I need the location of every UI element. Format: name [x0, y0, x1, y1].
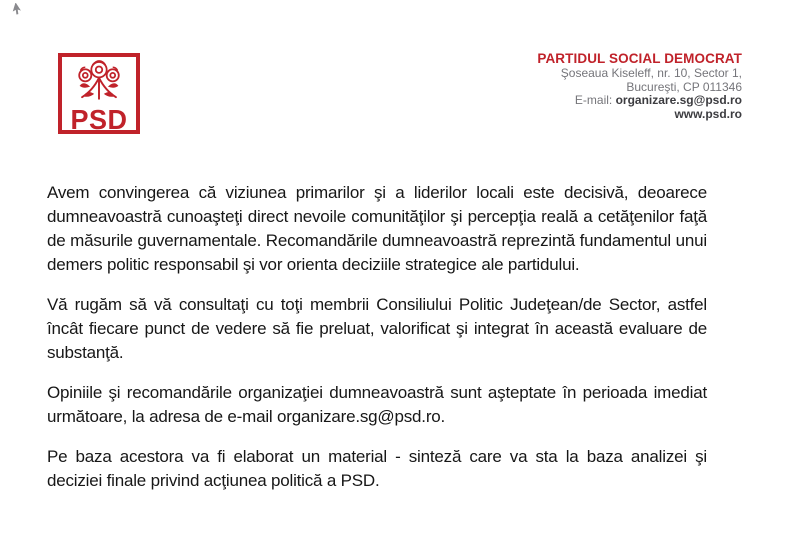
letterhead: [537, 51, 742, 121]
address-line-1: Şoseaua Kiseleff, nr. 10, Sector 1,: [560, 66, 742, 80]
rose-emblem-icon: [69, 60, 129, 107]
website: www.psd.ro: [674, 106, 742, 121]
paragraph-2: Vă rugăm să vă consultaţi cu toţi membrii Consiliului Politic Judeţean/de Sector, astfel încât fiecare punct de vedere să fie preluat, valorificat şi integrat în această evaluare de substanţă.: [47, 295, 707, 362]
paragraph-1: Avem convingerea că viziunea primarilor şi a liderilor locali este decisivă, deoarece dumneavoastră cunoaşteţi direct nevoile comunităţilor şi percepţia reală a cetăţenilor faţă de măsurile guvernamentale. Recomandările dumneavoastră reprezintă fundamentul unui demers politic responsabil şi vor orienta deciziile strategice ale partidului.: [47, 183, 707, 274]
email-address: organizare.sg@psd.ro: [615, 93, 742, 107]
psd-logo: [58, 53, 140, 134]
letter-body: [47, 181, 707, 509]
psd-logo-label: PSD: [70, 104, 128, 136]
address-line-2: Bucureşti, CP 011346: [626, 79, 742, 94]
cursor-icon: [12, 3, 24, 17]
email-line: [537, 94, 742, 108]
paragraph-3: Opiniile şi recomandările organizaţiei dumneavoastră sunt aşteptate în perioada imediat următoare, la adresa de e-mail organizare.sg@psd.ro.: [47, 383, 707, 426]
paragraph-4: Pe baza acestora va fi elaborat un material - sinteză care va sta la baza analizei şi deciziei finale privind acţiunea politică a PSD.: [47, 447, 707, 490]
party-name: PARTIDUL SOCIAL DEMOCRAT: [537, 51, 742, 66]
email-label: E-mail:: [574, 93, 616, 107]
